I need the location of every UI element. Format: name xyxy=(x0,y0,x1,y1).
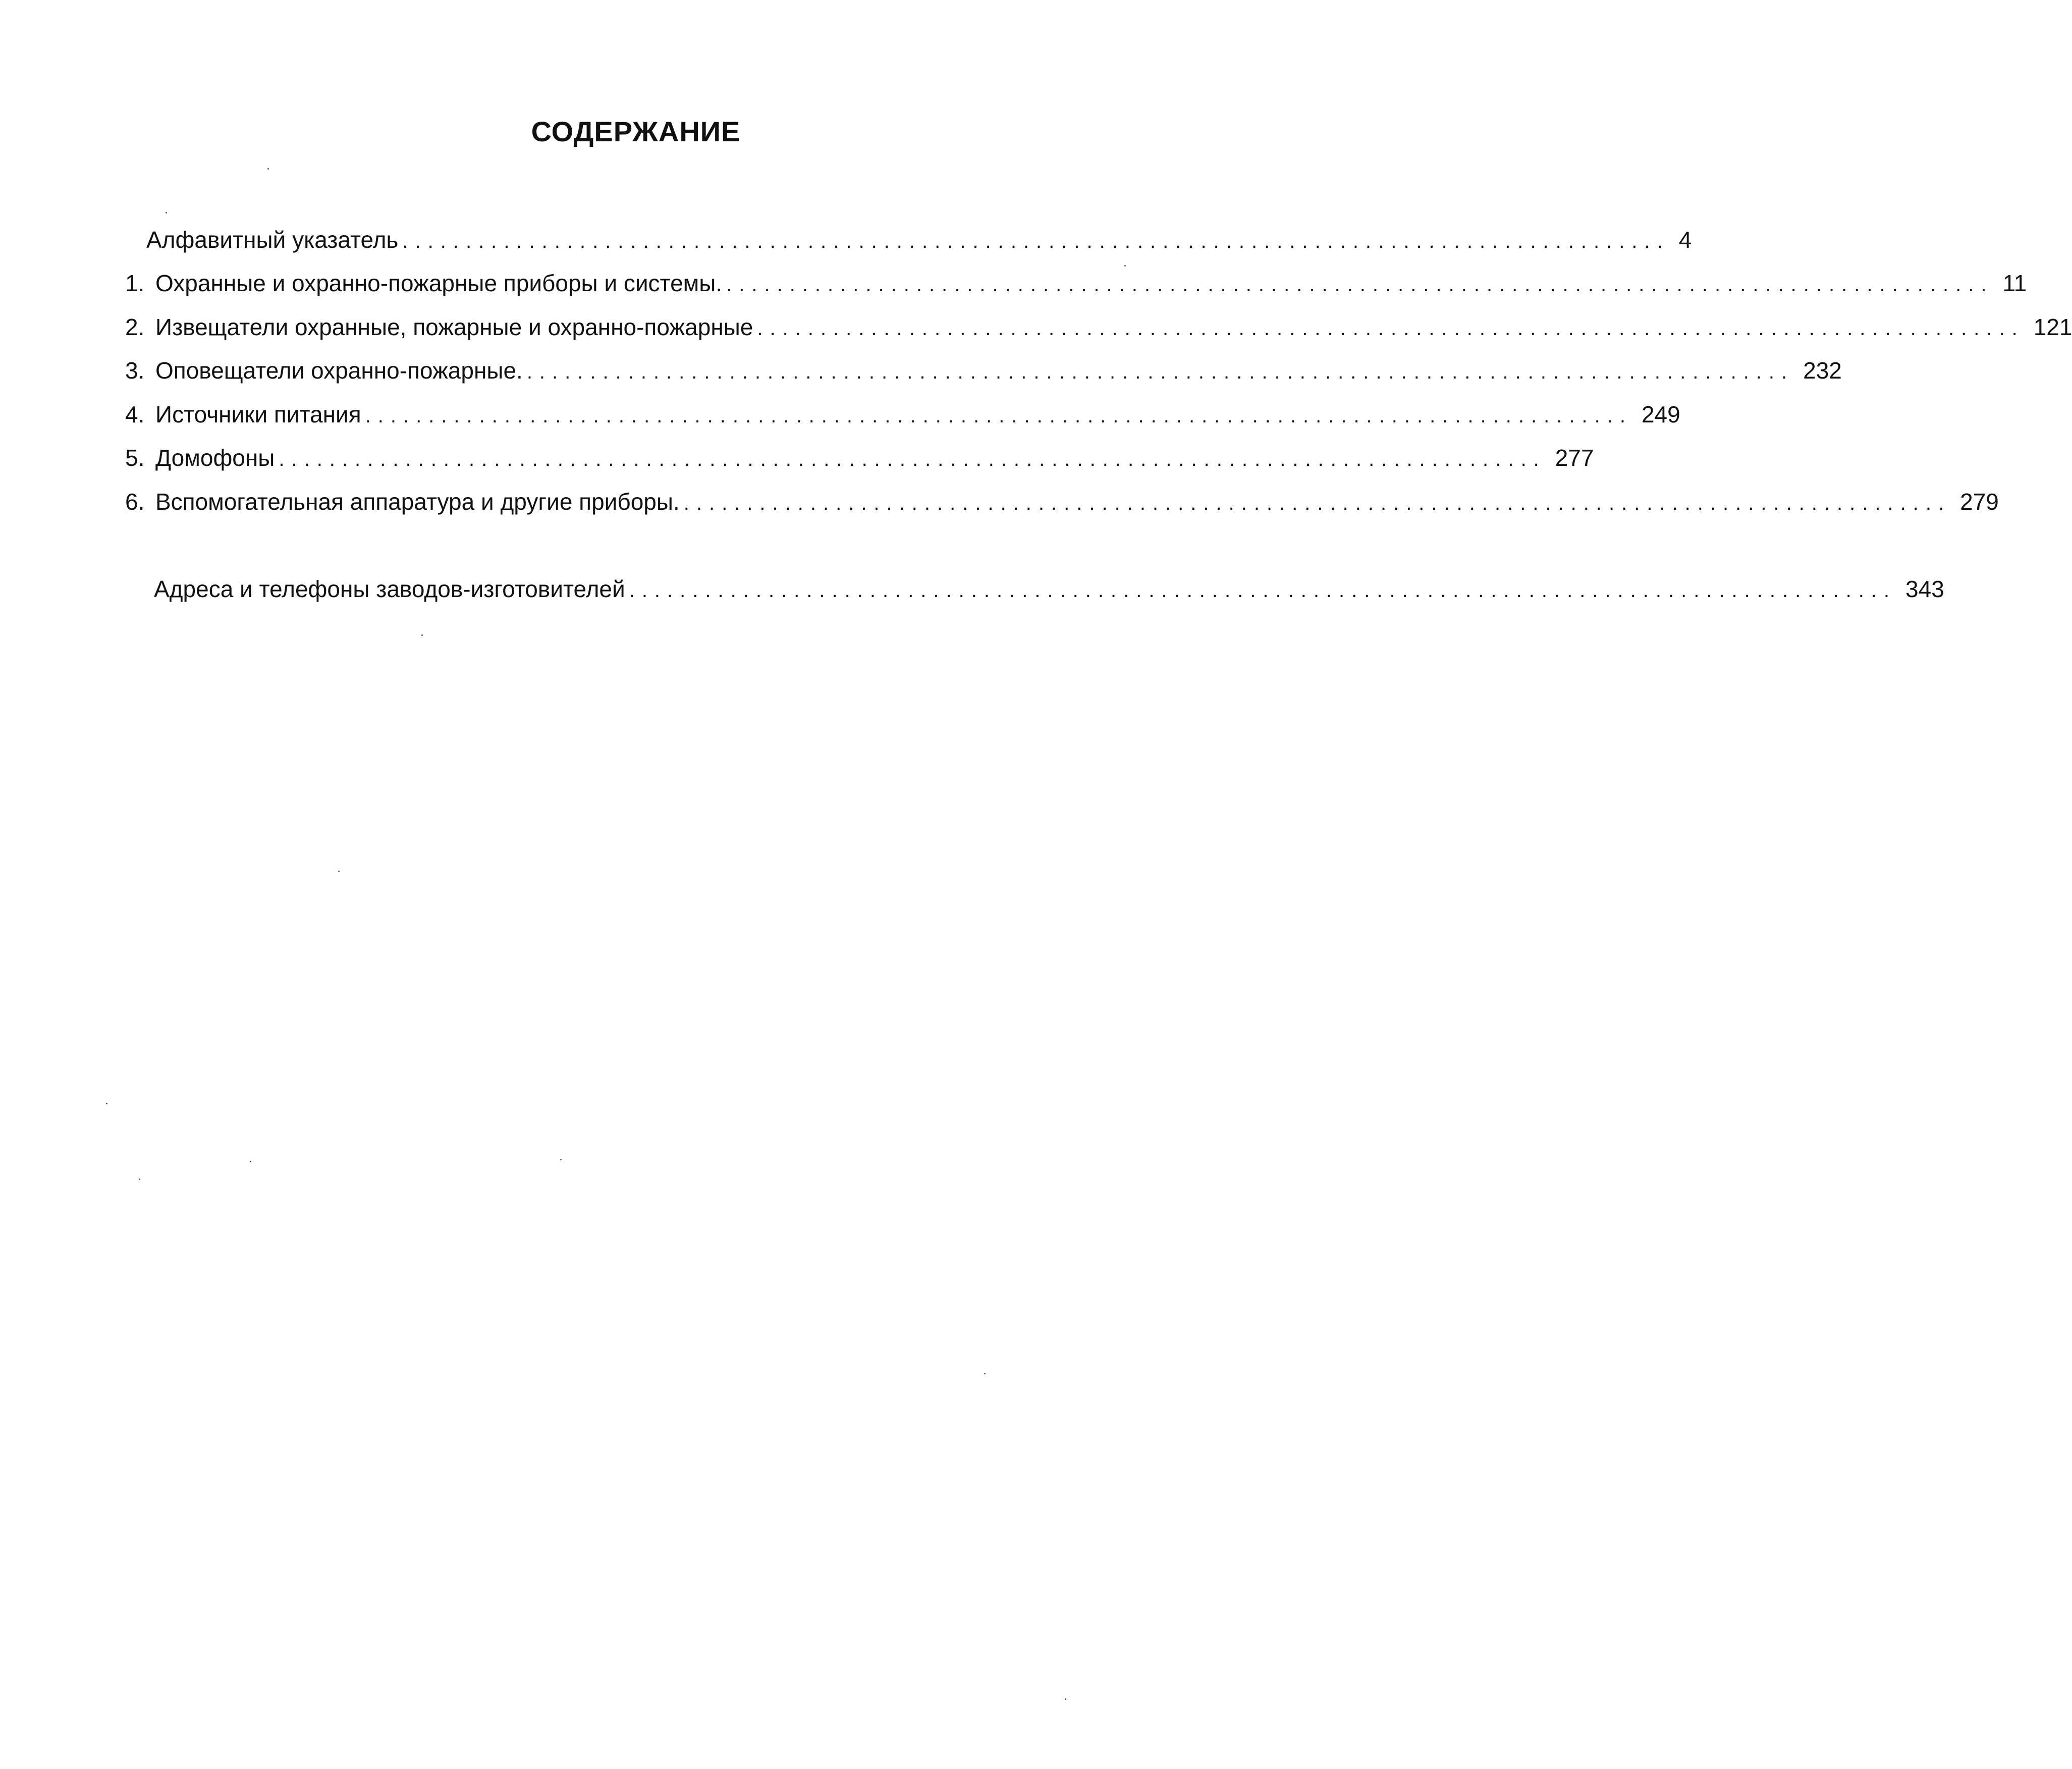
scan-speck xyxy=(1065,1698,1066,1700)
toc-entry-1 xyxy=(125,268,2027,298)
toc-entry-page: 232 xyxy=(1803,357,1842,384)
toc-entry-manufacturers xyxy=(154,574,1944,604)
toc-entry-label: Адреса и телефоны заводов-изготовителей xyxy=(154,576,625,602)
toc-entry-2 xyxy=(125,312,2072,342)
toc-entry-page: 343 xyxy=(1905,576,1944,602)
scan-speck xyxy=(338,871,340,872)
toc-entry-label: Источники питания xyxy=(155,401,361,427)
toc-leader-dots: .................................................................................................... xyxy=(365,405,1632,427)
toc-entry-label: Вспомогательная аппаратура и другие приборы. xyxy=(155,489,680,515)
toc-entry-page: 249 xyxy=(1641,401,1680,427)
toc-entry-number: 4. xyxy=(125,401,145,427)
toc-entry-label: Извещатели охранные, пожарные и охранно-пожарные xyxy=(155,314,753,340)
toc-entry-number: 3. xyxy=(125,357,145,384)
toc-entry-page: 279 xyxy=(1960,489,1999,515)
toc-entry-page: 11 xyxy=(2002,270,2027,296)
toc-entry-number: 5. xyxy=(125,445,145,471)
scan-speck xyxy=(267,168,269,170)
scan-speck xyxy=(1124,265,1126,266)
toc-entry-page: 4 xyxy=(1678,227,1692,253)
toc-leader-dots: .................................................................................................... xyxy=(757,317,2025,340)
toc-entry-number: 1. xyxy=(125,270,145,296)
scan-speck xyxy=(250,1161,251,1162)
toc-entry-label: Домофоны xyxy=(155,445,275,471)
toc-entry-number: 6. xyxy=(125,489,145,515)
toc-entry-alphabetical-index xyxy=(146,225,1692,255)
toc-entry-4 xyxy=(125,399,1680,430)
scan-speck xyxy=(560,1159,562,1160)
toc-entry-5 xyxy=(125,443,1594,473)
page-title: СОДЕРЖАНИЕ xyxy=(531,116,741,147)
toc-leader-dots: .................................................................................................... xyxy=(279,448,1546,470)
toc-entry-label: Алфавитный указатель xyxy=(146,227,399,253)
toc-leader-dots: .................................................................................................... xyxy=(683,492,1951,514)
toc-entry-label: Оповещатели охранно-пожарные. xyxy=(155,357,523,384)
toc-entry-page: 277 xyxy=(1555,445,1594,471)
toc-entry-3 xyxy=(125,355,1842,386)
scan-speck xyxy=(984,1373,986,1374)
toc-entry-label: Охранные и охранно-пожарные приборы и системы. xyxy=(155,270,723,296)
toc-leader-dots: .................................................................................................... xyxy=(726,274,1994,296)
toc-entry-number: 2. xyxy=(125,314,145,340)
toc-leader-dots: .................................................................................................... xyxy=(526,361,1794,383)
scan-speck xyxy=(139,1178,140,1180)
toc-leader-dots: .................................................................................................... xyxy=(402,230,1670,252)
toc-entry-page: 121 xyxy=(2033,314,2072,340)
toc-leader-dots: .................................................................................................... xyxy=(629,579,1897,602)
scan-speck xyxy=(421,634,423,636)
toc-entry-6 xyxy=(125,487,1999,517)
scan-speck xyxy=(106,1103,107,1104)
scan-speck xyxy=(166,212,167,213)
